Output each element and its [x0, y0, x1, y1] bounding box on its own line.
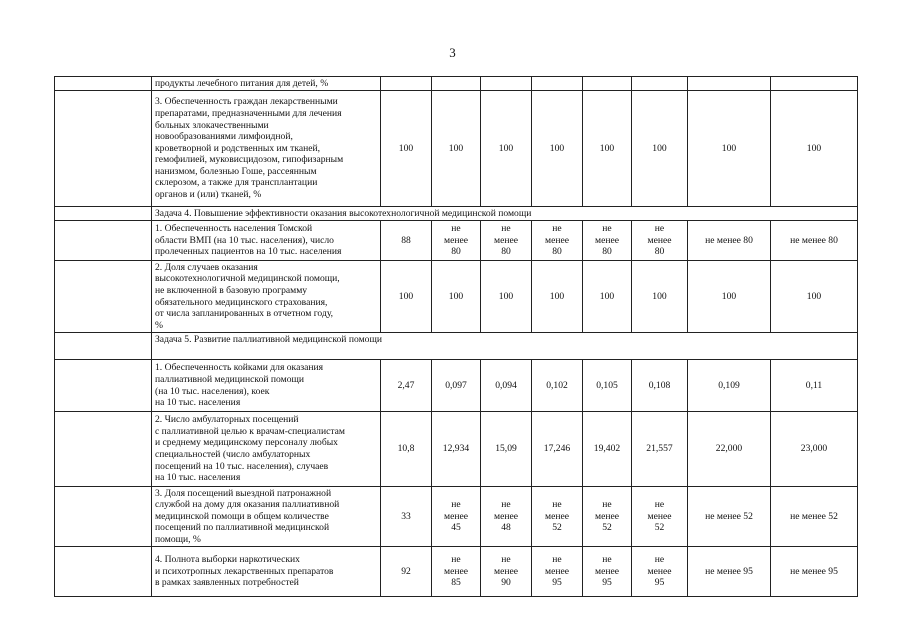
indicator-text: 4. Полнота выборки наркотических и психотропных лекарственных препаратов в рамках заявленных потребностей: [155, 554, 334, 589]
indicator-cell: [152, 360, 381, 412]
task-heading-text: Задача 5. Развитие паллиативной медицинской помощи: [155, 334, 382, 345]
value-cell: [432, 547, 481, 597]
value-cell: [771, 487, 858, 547]
value-cell: [532, 360, 583, 412]
value-text: не менее 52: [595, 499, 619, 534]
value-cell: [532, 221, 583, 261]
value-cell: [532, 412, 583, 487]
value-text: 0,108: [648, 379, 671, 391]
value-text: 0,102: [546, 379, 568, 391]
value-text: 23,000: [800, 443, 828, 455]
value-cell: [481, 360, 532, 412]
value-text: 15,09: [495, 443, 517, 455]
value-text: не менее 48: [494, 499, 518, 534]
value-cell: [532, 261, 583, 333]
value-text: 2,47: [397, 379, 415, 391]
left-blank-cell: [55, 91, 152, 207]
value-cell: [771, 360, 858, 412]
value-text: 100: [549, 290, 565, 302]
value-text: не менее 85: [444, 554, 468, 589]
value-cell: [771, 91, 858, 207]
value-text: 22,000: [715, 443, 743, 455]
value-cell: [381, 547, 432, 597]
indicator-cell: [152, 221, 381, 261]
left-blank-cell: [55, 221, 152, 261]
value-text: не менее 90: [494, 554, 518, 589]
value-text: не менее 80: [790, 234, 838, 246]
value-text: 100: [498, 290, 514, 302]
value-cell: [381, 221, 432, 261]
indicator-text: 2. Число амбулаторных посещений с паллиативной целью к врачам-специалистам и среднему медицинскому персоналу любых специальностей (число амбулаторных посещений на 10 тыс. населения), случаев на 10 тыс. населения: [155, 414, 345, 484]
value-cell: [432, 261, 481, 333]
left-blank-cell: [55, 360, 152, 412]
value-text: не менее 52: [545, 499, 569, 534]
value-cell: [432, 77, 481, 91]
value-cell: [583, 77, 632, 91]
value-text: не менее 95: [647, 554, 672, 589]
indicators-table: [54, 76, 858, 597]
value-cell: [632, 412, 688, 487]
left-blank-cell: [55, 261, 152, 333]
table-row: [55, 77, 858, 91]
value-cell: [583, 261, 632, 333]
indicator-cell: [152, 487, 381, 547]
value-cell: [632, 487, 688, 547]
left-blank-cell: [55, 207, 152, 221]
value-cell: [381, 360, 432, 412]
value-text: 100: [599, 290, 615, 302]
value-cell: [688, 412, 771, 487]
value-cell: [632, 77, 688, 91]
value-cell: [481, 91, 532, 207]
value-cell: [583, 487, 632, 547]
value-cell: [381, 412, 432, 487]
task-heading: [152, 333, 858, 360]
value-text: не менее 52: [705, 510, 753, 522]
value-text: 100: [599, 142, 615, 154]
value-cell: [532, 91, 583, 207]
table-row: [55, 91, 858, 207]
indicator-cell: [152, 261, 381, 333]
value-text: 0,094: [495, 379, 517, 391]
value-cell: [632, 261, 688, 333]
value-cell: [632, 547, 688, 597]
value-text: 19,402: [593, 443, 621, 455]
value-cell: [583, 547, 632, 597]
table-row: [55, 487, 858, 547]
value-text: не менее 80: [545, 223, 569, 258]
table-row: [55, 360, 858, 412]
indicator-cell: [152, 412, 381, 487]
indicator-cell: [152, 91, 381, 207]
value-cell: [532, 547, 583, 597]
indicator-text: 1. Обеспеченность койками для оказания паллиативной медицинской помощи (на 10 тыс. населения), коек на 10 тыс. населения: [155, 362, 324, 409]
value-text: 100: [721, 142, 737, 154]
value-text: 0,097: [445, 379, 467, 391]
value-text: не менее 95: [595, 554, 619, 589]
value-cell: [771, 412, 858, 487]
left-blank-cell: [55, 412, 152, 487]
value-cell: [688, 261, 771, 333]
value-text: не менее 95: [705, 565, 753, 577]
value-text: 100: [806, 290, 822, 302]
value-text: не менее 45: [444, 499, 468, 534]
value-text: 17,246: [543, 443, 571, 455]
value-text: 0,109: [718, 379, 740, 391]
value-cell: [481, 412, 532, 487]
value-cell: [688, 360, 771, 412]
table-row: [55, 221, 858, 261]
value-cell: [688, 91, 771, 207]
value-cell: [688, 221, 771, 261]
table-body: [55, 77, 858, 597]
task-row: [55, 207, 858, 221]
value-text: не менее 52: [647, 499, 672, 534]
value-cell: [481, 221, 532, 261]
value-cell: [688, 487, 771, 547]
value-cell: [432, 91, 481, 207]
value-cell: [481, 547, 532, 597]
value-text: 100: [498, 142, 514, 154]
value-cell: [583, 221, 632, 261]
value-text: 12,934: [442, 443, 470, 455]
value-text: не менее 80: [444, 223, 468, 258]
value-text: 100: [652, 142, 667, 154]
left-blank-cell: [55, 333, 152, 360]
value-cell: [632, 360, 688, 412]
value-cell: [432, 487, 481, 547]
indicator-text: 2. Доля случаев оказания высокотехнологичной медицинской помощи, не включенной в базовую программу обязательного медицинского страхования, от числа запланированных в отчетном году, %: [155, 261, 340, 331]
table-row: [55, 412, 858, 487]
indicator-text: продукты лечебного питания для детей, %: [155, 77, 329, 89]
value-cell: [583, 412, 632, 487]
indicator-cell: [152, 547, 381, 597]
value-text: 10,8: [397, 443, 415, 455]
value-cell: [532, 77, 583, 91]
value-text: не менее 80: [494, 223, 518, 258]
value-cell: [381, 91, 432, 207]
value-cell: [771, 221, 858, 261]
value-cell: [583, 91, 632, 207]
value-text: 100: [806, 142, 822, 154]
value-text: 0,11: [805, 379, 823, 391]
value-text: 0,105: [596, 379, 618, 391]
value-cell: [481, 487, 532, 547]
value-cell: [688, 547, 771, 597]
value-text: 100: [652, 290, 667, 302]
left-blank-cell: [55, 547, 152, 597]
value-text: 100: [448, 290, 464, 302]
table-row: [55, 547, 858, 597]
left-blank-cell: [55, 77, 152, 91]
value-cell: [532, 487, 583, 547]
value-text: 88: [401, 234, 411, 246]
value-text: 100: [549, 142, 565, 154]
value-text: не менее 80: [705, 234, 753, 246]
value-cell: [381, 77, 432, 91]
value-cell: [771, 77, 858, 91]
value-text: 100: [721, 290, 737, 302]
value-text: не менее 80: [647, 223, 672, 258]
value-text: 33: [401, 510, 411, 522]
value-text: 100: [398, 142, 414, 154]
value-cell: [771, 261, 858, 333]
indicator-text: 3. Обеспеченность граждан лекарственными препаратами, предназначенными для лечения больных злокачественными новообразованиями лимфоидной, кроветворной и родственных им тканей, гемофилией, муковисцидозом, гипофизарным нанизмом, болезнью Гоше, рассеянным склерозом, а также для трансплантации органов и (или) тканей, %: [155, 96, 344, 201]
value-cell: [632, 91, 688, 207]
value-text: 21,557: [646, 443, 673, 455]
indicator-text: 3. Доля посещений выездной патронажной службой на дому для оказания паллиативной медицинской помощи в общем количестве посещений по паллиативной медицинской помощи, %: [155, 487, 340, 545]
value-text: не менее 52: [790, 510, 838, 522]
value-cell: [432, 412, 481, 487]
task-heading-text: Задача 4. Повышение эффективности оказания высокотехнологичной медицинской помощи: [155, 207, 532, 219]
value-text: 100: [398, 290, 414, 302]
value-text: не менее 80: [595, 223, 619, 258]
value-text: 100: [448, 142, 464, 154]
left-blank-cell: [55, 487, 152, 547]
table-row: [55, 261, 858, 333]
task-row: [55, 333, 858, 360]
value-cell: [381, 261, 432, 333]
value-cell: [771, 547, 858, 597]
value-cell: [481, 77, 532, 91]
value-cell: [632, 221, 688, 261]
value-text: 92: [401, 565, 411, 577]
value-cell: [432, 221, 481, 261]
value-cell: [481, 261, 532, 333]
value-cell: [381, 487, 432, 547]
indicator-text: 1. Обеспеченность населения Томской области ВМП (на 10 тыс. населения), число пролеченных пациентов на 10 тыс. населения: [155, 223, 342, 258]
value-cell: [583, 360, 632, 412]
value-text: не менее 95: [545, 554, 569, 589]
task-heading: [152, 207, 858, 221]
indicator-cell: [152, 77, 381, 91]
value-cell: [432, 360, 481, 412]
value-text: не менее 95: [790, 565, 838, 577]
page-number: 3: [449, 45, 456, 60]
value-cell: [688, 77, 771, 91]
